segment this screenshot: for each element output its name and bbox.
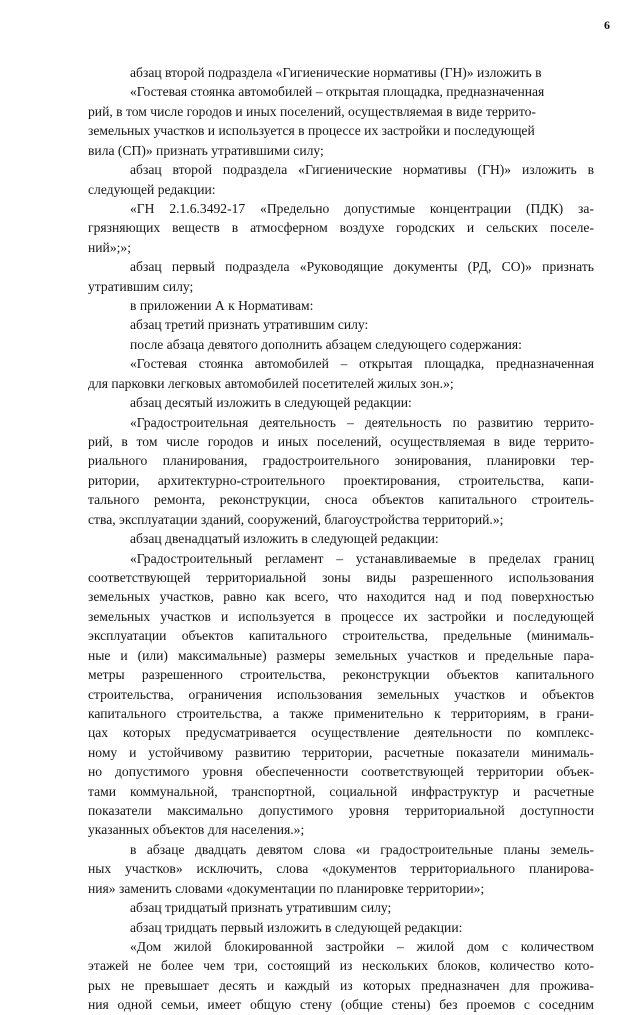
text-line: утратившим силу; — [88, 278, 194, 294]
text-line: абзац двенадцатый изложить в следующей редакции: — [130, 531, 439, 547]
text-line: «Градостроительная деятельность – деятельность по развитию террито- — [130, 414, 594, 430]
text-line: абзац второй подраздела «Гигиенические нормативы (ГН)» изложить в — [130, 162, 594, 178]
text-line: капитального строительства, а также применительно к территориям, в грани- — [88, 705, 594, 721]
text-line: абзац тридцать первый изложить в следующей редакции: — [130, 919, 463, 935]
text-line: абзац третий признать утратившим силу: — [130, 317, 369, 333]
text-line: «ГН 2.1.6.3492-17 «Предельно допустимые концентрации (ПДК) за- — [130, 200, 594, 216]
text-line: рий, в том числе городов и иных поселений, осуществляемая в виде террито- — [88, 103, 536, 119]
text-line: абзац десятый изложить в следующей редакции: — [130, 395, 412, 411]
text-line: ному и устойчивому развитию территории, расчетные показатели минималь- — [88, 744, 594, 760]
text-line: «Дом жилой блокированной застройки – жилой дом с количеством — [130, 938, 594, 954]
text-line: ний»;»; — [88, 239, 131, 255]
text-line: тами коммунальной, транспортной, социальной инфраструктур и расчетные — [88, 783, 594, 799]
text-line: земельных участков и используется в процессе их застройки и последующей — [88, 123, 535, 139]
text-line: абзац тридцатый признать утратившим силу; — [130, 900, 392, 916]
text-line: следующей редакции: — [88, 181, 216, 197]
text-line: после абзаца девятого дополнить абзацем следующего содержания: — [130, 336, 522, 352]
text-line: указанных объектов для населения.»; — [88, 822, 305, 838]
text-line: абзац второй подраздела «Гигиенические нормативы (ГН)» изложить в — [130, 65, 542, 80]
text-line: ные и (или) максимальные) размеры земельных участков и предельные пара- — [88, 647, 594, 663]
text-line: земельных участков и используется в процессе их застройки и последующей — [88, 608, 594, 624]
text-line: ния» заменить словами «документации по планировке территории»; — [88, 880, 485, 896]
document-body — [88, 63, 594, 1015]
text-line: абзац первый подраздела «Руководящие документы (РД, СО)» признать — [130, 259, 594, 275]
text-line: «Гостевая стоянка автомобилей – открытая площадка, предназначенная — [130, 356, 594, 372]
text-line: показатели максимально допустимого уровня территориальной доступности — [88, 803, 594, 819]
text-line: вила (СП)» признать утратившими силу; — [88, 142, 324, 158]
text-line: для парковки легковых автомобилей посетителей жилых зон.»; — [88, 375, 454, 391]
text-line: цах которых предусматривается осуществление деятельности по комплекс- — [88, 725, 594, 741]
text-line: ритории, архитектурно-строительного проектирования, строительства, капи- — [88, 472, 594, 488]
text-line: в приложении А к Нормативам: — [130, 298, 314, 314]
text-line: ния одной семьи, имеет общую стену (общие стены) без проемов с соседним — [88, 997, 594, 1013]
text-line: в абзаце двадцать девятом слова «и градостроительные планы земель- — [130, 841, 594, 857]
text-line: «Гостевая стоянка автомобилей – открытая площадка, предназначенная — [130, 84, 545, 100]
text-line: «Градостроительный регламент – устанавливаемые в пределах границ — [130, 550, 594, 566]
text-line: риального планирования, градостроительного зонирования, планировки тер- — [88, 453, 594, 469]
text-line: земельных участков, равно как всего, что находится над и под поверхностью — [88, 589, 594, 605]
text-line: строительства, ограничения использования земельных участков и объектов — [88, 686, 594, 702]
text-line: рий, в том числе городов и иных поселений, осуществляемая в виде террито- — [88, 434, 594, 450]
text-line: тального ремонта, реконструкции, сноса объектов капитального строитель- — [88, 492, 594, 508]
text-line: но допустимого уровня обеспеченности соответствующей территории объек- — [88, 764, 594, 780]
text-line: этажей не более чем три, состоящий из нескольких блоков, количество кото- — [88, 958, 594, 974]
text-line: ных участков» исключить, слова «документов территориального планирова- — [88, 861, 594, 877]
text-line: метры разрешенного строительства, реконструкции объектов капитального — [88, 667, 594, 683]
text-line: грязняющих веществ в атмосферном воздухе городских и сельских поселе- — [88, 220, 594, 236]
text-line: соответствующей территориальной зоны виды разрешенного использования — [88, 569, 594, 585]
text-line: рых не превышает десять и каждый из которых предназначен для прожива- — [88, 977, 594, 993]
text-line: эксплуатации объектов капитального строительства, предельные (минималь- — [88, 628, 594, 644]
page-number: 6 — [604, 18, 610, 32]
text-line: ства, эксплуатации зданий, сооружений, благоустройства территорий.»; — [88, 511, 504, 527]
